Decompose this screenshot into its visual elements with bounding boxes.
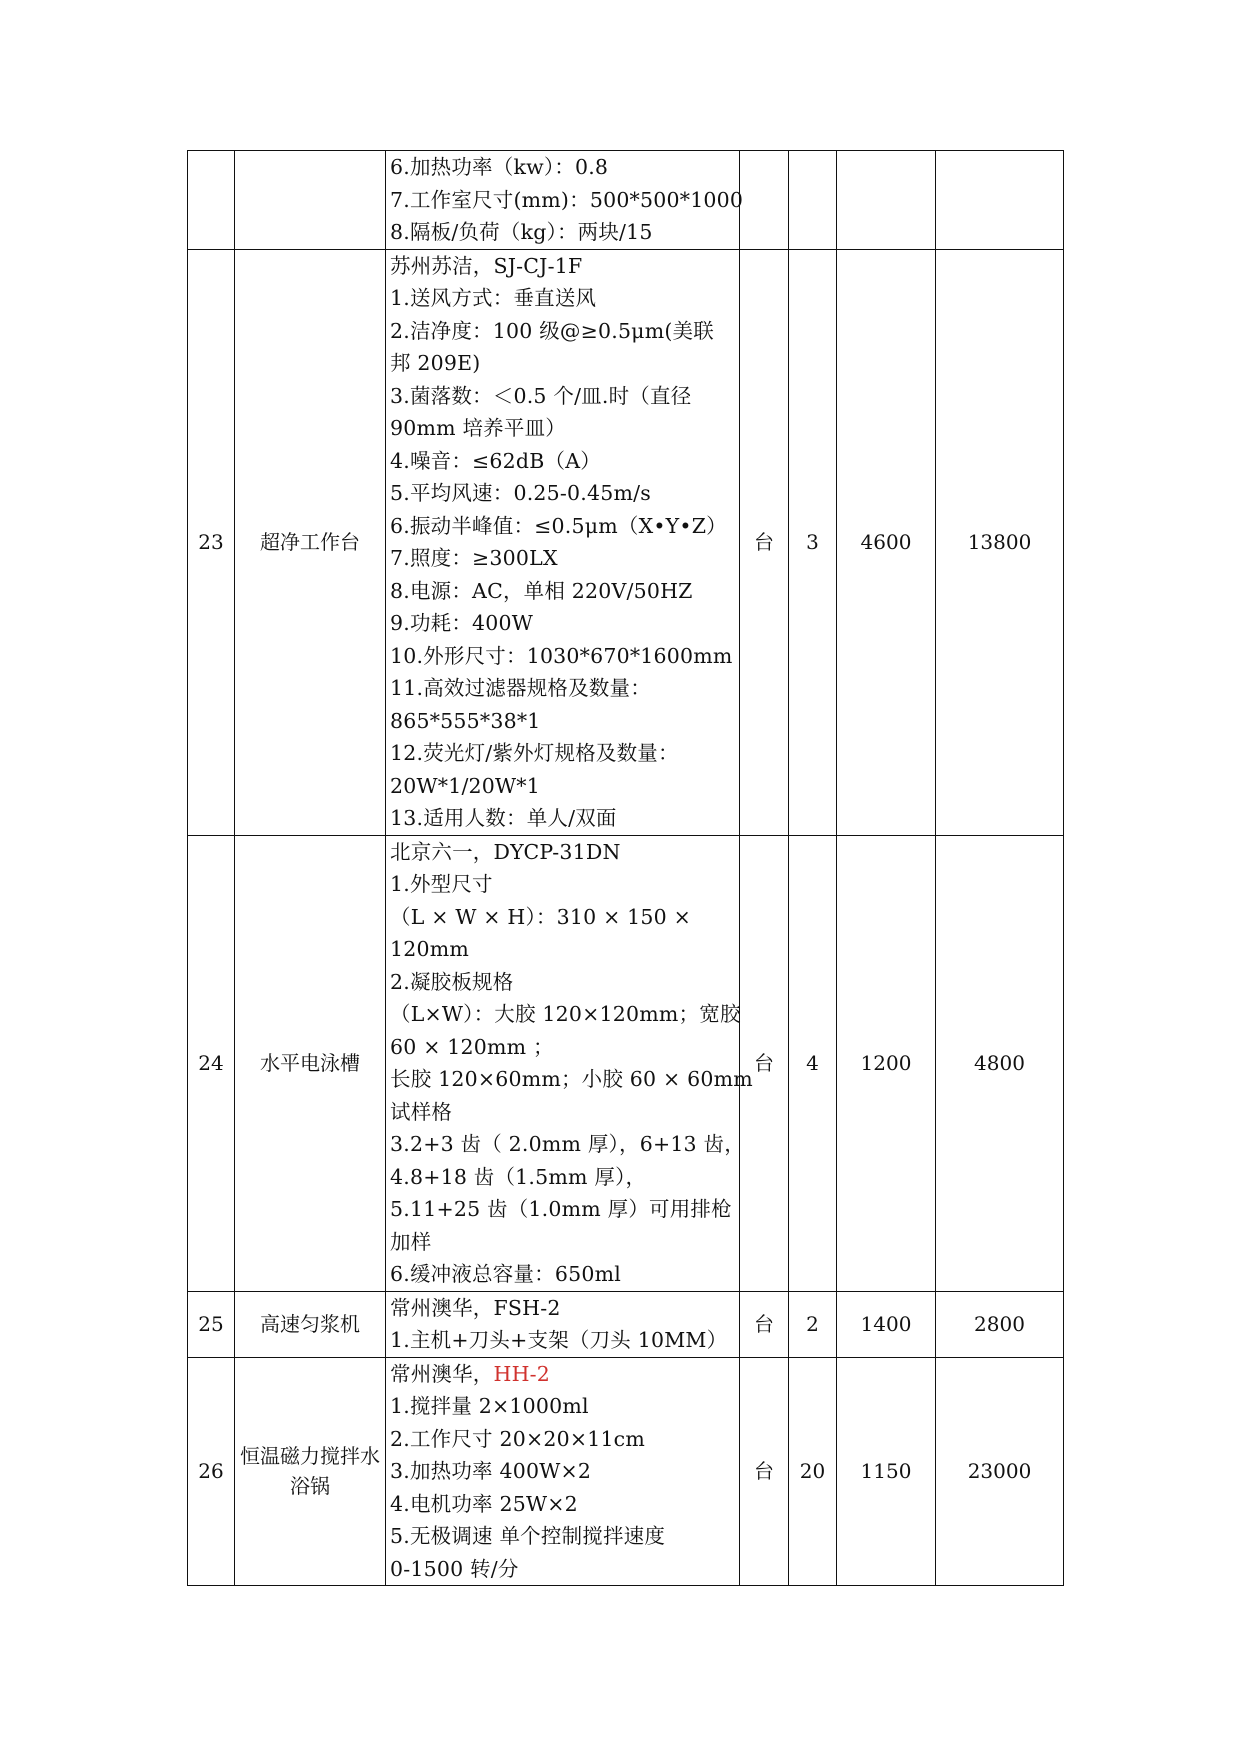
spec-line: 长胶 120×60mm；小胶 60 × 60mm [390, 1067, 753, 1091]
spec-line: 5.11+25 齿（1.0mm 厚）可用排枪 [390, 1197, 732, 1221]
spec-line: （L×W）：大胶 120×120mm；宽胶 [390, 1002, 741, 1026]
spec-line: 12.荧光灯/紫外灯规格及数量： [390, 741, 679, 765]
spec-line: 常州澳华，FSH-2 [390, 1295, 561, 1320]
table-row [188, 151, 1064, 250]
spec-line: 90mm 培养平皿） [390, 416, 566, 440]
item-name-text: 恒温磁力搅拌水浴锅 [240, 1443, 380, 1498]
item-unit-price: 1150 [837, 1357, 936, 1586]
spec-line: 4.噪音：≤62dB（A） [390, 448, 601, 473]
item-spec [386, 1357, 740, 1586]
spec-line: 5.平均风速：0.25-0.45m/s [390, 481, 651, 505]
item-total-price: 4800 [936, 835, 1064, 1291]
spec-line: 加样 [390, 1229, 432, 1254]
spec-line: 5.无极调速 单个控制搅拌速度 [390, 1524, 666, 1548]
brand-prefix: 常州澳华， [390, 1361, 494, 1386]
item-name [235, 1357, 386, 1586]
spec-line: 60 × 120mm ； [390, 1034, 554, 1059]
item-total-price: 2800 [936, 1291, 1064, 1357]
row-number: 25 [188, 1291, 235, 1357]
spec-line: 1.主机+刀头+支架（刀头 10MM） [390, 1328, 728, 1352]
item-name [235, 1291, 386, 1357]
equipment-spec-table [187, 150, 1064, 1586]
spec-line: 邦 209E) [390, 351, 481, 375]
item-unit: 台 [740, 835, 789, 1291]
row-number [188, 151, 235, 250]
item-total-price [936, 151, 1064, 250]
table-row [188, 835, 1064, 1291]
spec-line-brand [390, 1358, 735, 1391]
spec-line: 7.工作室尺寸(mm)：500*500*1000 [390, 187, 744, 212]
item-name [235, 151, 386, 250]
spec-line: 1.外型尺寸 [390, 872, 493, 896]
spec-line: 7.照度：≥300LX [390, 546, 558, 570]
item-quantity: 3 [789, 249, 837, 835]
spec-line: 苏州苏洁，SJ-CJ-1F [390, 253, 583, 278]
spec-line: 8.隔板/负荷（kg）：两块/15 [390, 220, 653, 244]
item-unit: 台 [740, 1291, 789, 1357]
spec-line: 6.加热功率（kw）：0.8 [390, 155, 609, 179]
spec-line: 3.加热功率 400W×2 [390, 1459, 592, 1483]
item-unit: 台 [740, 249, 789, 835]
item-spec [386, 1291, 740, 1357]
row-number: 24 [188, 835, 235, 1291]
row-number: 26 [188, 1357, 235, 1586]
item-unit-price: 1200 [837, 835, 936, 1291]
item-unit: 台 [740, 1357, 789, 1586]
spec-line: 1.送风方式：垂直送风 [390, 286, 597, 310]
spec-line: 0-1500 转/分 [390, 1556, 519, 1581]
item-quantity: 4 [789, 835, 837, 1291]
spec-line: 120mm [390, 937, 470, 961]
spec-line: 865*555*38*1 [390, 708, 541, 733]
row-number: 23 [188, 249, 235, 835]
item-unit-price: 4600 [837, 249, 936, 835]
spec-line: 8.电源：AC，单相 220V/50HZ [390, 578, 693, 603]
item-spec [386, 151, 744, 250]
spec-line: 20W*1/20W*1 [390, 773, 541, 798]
spec-line: 3.菌落数：＜0.5 个/皿.时（直径 [390, 383, 692, 408]
table-row [188, 1291, 1064, 1357]
spec-line: 北京六一，DYCP-31DN [390, 839, 621, 864]
spec-line: 2.工作尺寸 20×20×11cm [390, 1426, 646, 1451]
item-name [235, 835, 386, 1291]
spec-line: 6.缓冲液总容量：650ml [390, 1262, 621, 1286]
spec-line: 试样格 [390, 1099, 453, 1124]
item-name-text: 水平电泳槽 [260, 1051, 360, 1075]
spec-line: 11.高效过滤器规格及数量： [390, 676, 651, 700]
spec-line: 3.2+3 齿（ 2.0mm 厚），6+13 齿， [390, 1132, 745, 1156]
table-row [188, 249, 1064, 835]
spec-line: 6.振动半峰值：≤0.5μm（X•Y•Z） [390, 513, 727, 538]
item-unit-price: 1400 [837, 1291, 936, 1357]
item-unit-price [837, 151, 936, 250]
item-name-text: 高速匀浆机 [260, 1312, 360, 1336]
model-number-highlight: HH-2 [493, 1361, 551, 1386]
spec-line: 13.适用人数：单人/双面 [390, 806, 617, 830]
spec-line: （L × W × H）：310 × 150 × [390, 904, 691, 929]
item-unit [740, 151, 789, 250]
spec-line: 4.电机功率 25W×2 [390, 1491, 578, 1516]
item-quantity: 2 [789, 1291, 837, 1357]
item-total-price: 13800 [936, 249, 1064, 835]
item-name [235, 249, 386, 835]
table-row [188, 1357, 1064, 1586]
item-quantity: 20 [789, 1357, 837, 1586]
spec-line: 10.外形尺寸：1030*670*1600mm [390, 643, 733, 668]
spec-line: 9.功耗：400W [390, 611, 534, 635]
item-spec [386, 249, 740, 835]
item-spec [386, 835, 753, 1291]
item-total-price: 23000 [936, 1357, 1064, 1586]
spec-line: 1.搅拌量 2×1000ml [390, 1394, 589, 1418]
spec-line: 2.洁净度：100 级@≥0.5μm(美联 [390, 318, 714, 343]
item-quantity [789, 151, 837, 250]
item-name-text: 超净工作台 [260, 530, 360, 554]
spec-line: 2.凝胶板规格 [390, 969, 514, 994]
spec-line: 4.8+18 齿（1.5mm 厚）， [390, 1164, 647, 1189]
